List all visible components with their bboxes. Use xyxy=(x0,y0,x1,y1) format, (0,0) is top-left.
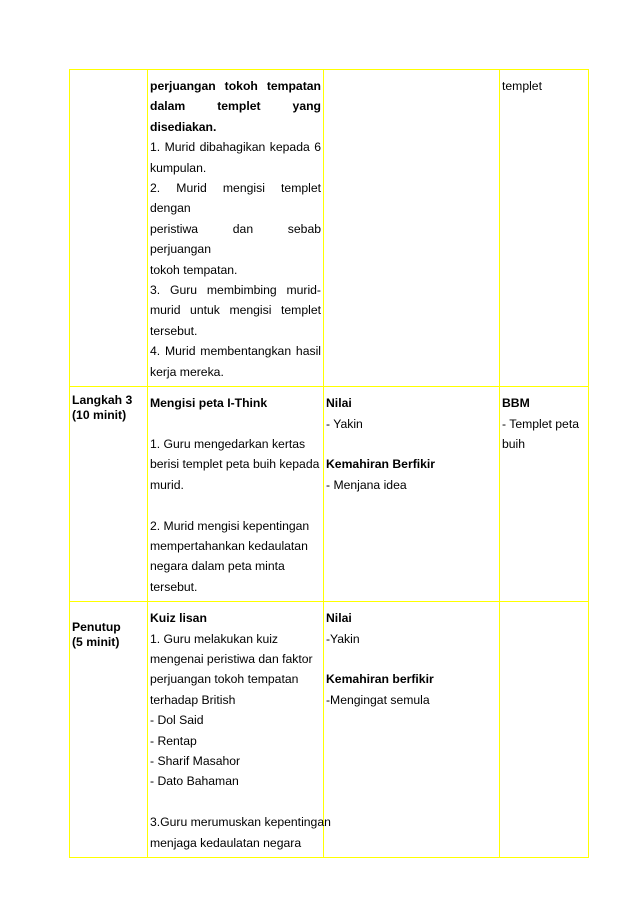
cell-heading: dalam templet yang xyxy=(150,99,321,114)
cell-heading: disediakan. xyxy=(150,119,217,134)
cell-text: 1. Guru melakukan kuiz xyxy=(150,631,279,646)
cell-heading: Nilai xyxy=(326,611,352,626)
cell-text: - Yakin xyxy=(326,416,363,431)
materials-cell xyxy=(500,387,589,602)
stage-duration: (10 minit) xyxy=(72,408,127,423)
cell-text: peristiwa dan sebab perjuangan xyxy=(150,221,321,257)
stage-cell xyxy=(70,602,148,858)
cell-text: - Dol Said xyxy=(150,713,204,728)
cell-text xyxy=(150,792,321,812)
cell-text xyxy=(150,495,321,515)
cell-heading: Kemahiran Berfikir xyxy=(326,457,436,472)
cell-text: mempertahankan kedaulatan xyxy=(150,538,308,553)
table-row xyxy=(70,70,589,387)
cell-text xyxy=(326,434,497,454)
cell-text: kerja mereka. xyxy=(150,364,224,379)
table-row xyxy=(70,387,589,602)
stage-cell xyxy=(70,387,148,602)
stage-cell xyxy=(70,70,148,387)
values-cell xyxy=(324,602,500,858)
cell-text: - Menjana idea xyxy=(326,477,407,492)
table-row xyxy=(70,602,589,858)
cell-text: 3.Guru merumuskan kepentingan xyxy=(150,815,331,830)
cell-text: -Yakin xyxy=(326,631,360,646)
cell-text: buih xyxy=(502,436,526,451)
cell-text: - Sharif Masahor xyxy=(150,753,241,768)
cell-heading: Kemahiran berfikir xyxy=(326,672,434,687)
stage-title: Langkah 3 xyxy=(72,393,133,408)
values-cell xyxy=(324,387,500,602)
cell-text: 4. Murid membentangkan hasil xyxy=(150,344,321,359)
cell-text: 2. Murid mengisi kepentingan xyxy=(150,518,310,533)
cell-text: negara dalam peta minta xyxy=(150,559,285,574)
cell-text: 3. Guru membimbing murid- xyxy=(150,283,321,298)
cell-text: - Rentap xyxy=(150,733,197,748)
cell-text: - Templet peta xyxy=(502,416,580,431)
cell-text: murid untuk mengisi templet xyxy=(150,303,321,318)
cell-heading: BBM xyxy=(502,396,530,411)
materials-cell xyxy=(500,602,589,858)
values-cell xyxy=(324,70,500,387)
lesson-plan-body xyxy=(70,70,589,858)
activity-cell xyxy=(148,387,324,602)
cell-text: 1. Guru mengedarkan kertas xyxy=(150,436,306,451)
cell-text: terhadap British xyxy=(150,692,236,707)
cell-text xyxy=(326,649,497,669)
cell-text: tersebut. xyxy=(150,323,198,338)
cell-text: -Mengingat semula xyxy=(326,692,430,707)
cell-text: murid. xyxy=(150,477,184,492)
cell-text: 2. Murid mengisi templet dengan xyxy=(150,181,321,216)
cell-text xyxy=(150,414,321,434)
cell-text: kumpulan. xyxy=(150,160,207,175)
cell-text: mengenai peristiwa dan faktor xyxy=(150,651,313,666)
cell-heading: Kuiz lisan xyxy=(150,611,207,626)
cell-text: perjuangan tokoh tempatan xyxy=(150,672,299,687)
lesson-plan-table xyxy=(69,69,589,858)
cell-heading: Nilai xyxy=(326,396,352,411)
cell-heading: perjuangan tokoh tempatan xyxy=(150,79,321,93)
stage-title: Penutup xyxy=(72,620,121,635)
materials-cell xyxy=(500,70,589,387)
activity-cell xyxy=(148,70,324,387)
cell-text: templet xyxy=(502,79,542,93)
activity-cell xyxy=(148,602,331,858)
cell-text: menjaga kedaulatan negara xyxy=(150,835,302,850)
cell-text: 1. Murid dibahagikan kepada 6 xyxy=(150,140,321,155)
cell-text: berisi templet peta buih kepada xyxy=(150,457,320,472)
stage-duration: (5 minit) xyxy=(72,635,120,650)
cell-text: - Dato Bahaman xyxy=(150,774,239,789)
cell-text: tersebut. xyxy=(150,579,198,594)
cell-heading: Mengisi peta I-Think xyxy=(150,396,268,411)
cell-text: tokoh tempatan. xyxy=(150,262,238,277)
